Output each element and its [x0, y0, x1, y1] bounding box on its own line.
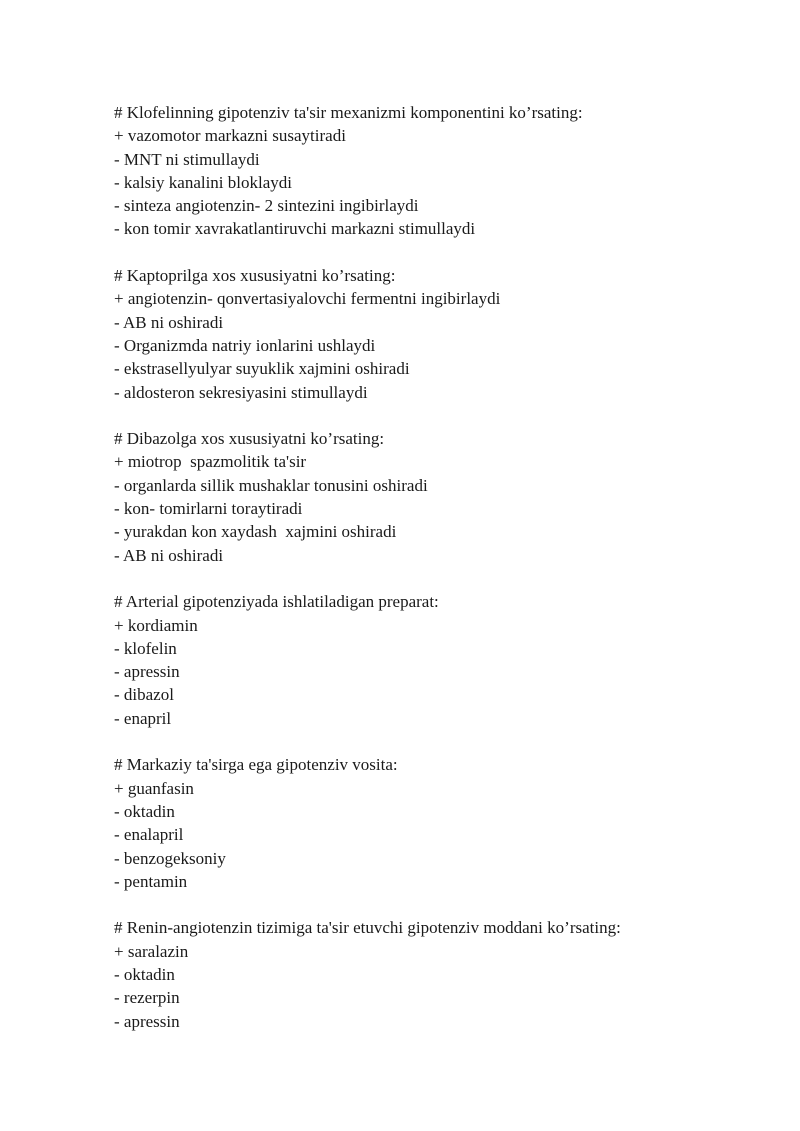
- question-text: # Dibazolga xos xususiyatni ko’rsating:: [114, 429, 385, 449]
- question-block-3: [114, 427, 754, 567]
- answer-option: - Organizmda natriy ionlarini ushlaydi: [114, 335, 376, 355]
- question-text: # Klofelinning gipotenziv ta'sir mexanizmi komponentini ko’rsating:: [114, 103, 583, 122]
- answer-option: - oktadin: [114, 964, 175, 984]
- correct-answer: + guanfasin: [114, 778, 194, 798]
- answer-option: - apressin: [114, 1011, 180, 1031]
- answer-option: - aldosteron sekresiyasini stimullaydi: [114, 382, 368, 402]
- answer-option: - pentamin: [114, 871, 188, 891]
- correct-answer: + angiotenzin- qonvertasiyalovchi fermentni ingibirlaydi: [114, 289, 501, 309]
- question-block-4: [114, 590, 754, 730]
- question-block-5: [114, 753, 754, 893]
- correct-answer: + miotrop spazmolitik ta'sir: [114, 452, 307, 472]
- answer-option: - rezerpin: [114, 988, 180, 1008]
- question-block-6: [114, 916, 754, 1032]
- document-content: [114, 101, 754, 1056]
- answer-option: - apressin: [114, 662, 180, 682]
- answer-option: - MNT ni stimullaydi: [114, 149, 260, 169]
- question-block-1: [114, 101, 754, 241]
- answer-option: - enalapril: [114, 825, 184, 845]
- question-text: # Kaptoprilga xos xususiyatni ko’rsating:: [114, 266, 396, 286]
- question-text: # Arterial gipotenziyada ishlatiladigan preparat:: [114, 592, 439, 612]
- answer-option: - ekstrasellyulyar suyuklik xajmini oshiradi: [114, 359, 410, 379]
- answer-option: - AB ni oshiradi: [114, 545, 224, 565]
- answer-option: - kalsiy kanalini bloklaydi: [114, 172, 292, 192]
- answer-option: - oktadin: [114, 801, 175, 821]
- answer-option: - klofelin: [114, 638, 177, 658]
- question-text: # Renin-angiotenzin tizimiga ta'sir etuvchi gipotenziv moddani ko’rsating:: [114, 918, 621, 938]
- answer-option: - yurakdan kon xaydash xajmini oshiradi: [114, 522, 397, 542]
- answer-option: - AB ni oshiradi: [114, 312, 224, 332]
- question-block-2: [114, 264, 754, 404]
- answer-option: - dibazol: [114, 685, 174, 705]
- answer-option: - organlarda sillik mushaklar tonusini oshiradi: [114, 475, 428, 495]
- answer-option: - kon tomir xavrakatlantiruvchi markazni stimullaydi: [114, 219, 476, 239]
- answer-option: - enapril: [114, 708, 172, 728]
- answer-option: - sinteza angiotenzin- 2 sintezini ingibirlaydi: [114, 196, 419, 216]
- correct-answer: + saralazin: [114, 941, 189, 961]
- correct-answer: + kordiamin: [114, 615, 198, 635]
- answer-option: - kon- tomirlarni toraytiradi: [114, 499, 303, 519]
- answer-option: - benzogeksoniy: [114, 848, 226, 868]
- question-text: # Markaziy ta'sirga ega gipotenziv vosita:: [114, 755, 398, 775]
- correct-answer: + vazomotor markazni susaytiradi: [114, 126, 346, 146]
